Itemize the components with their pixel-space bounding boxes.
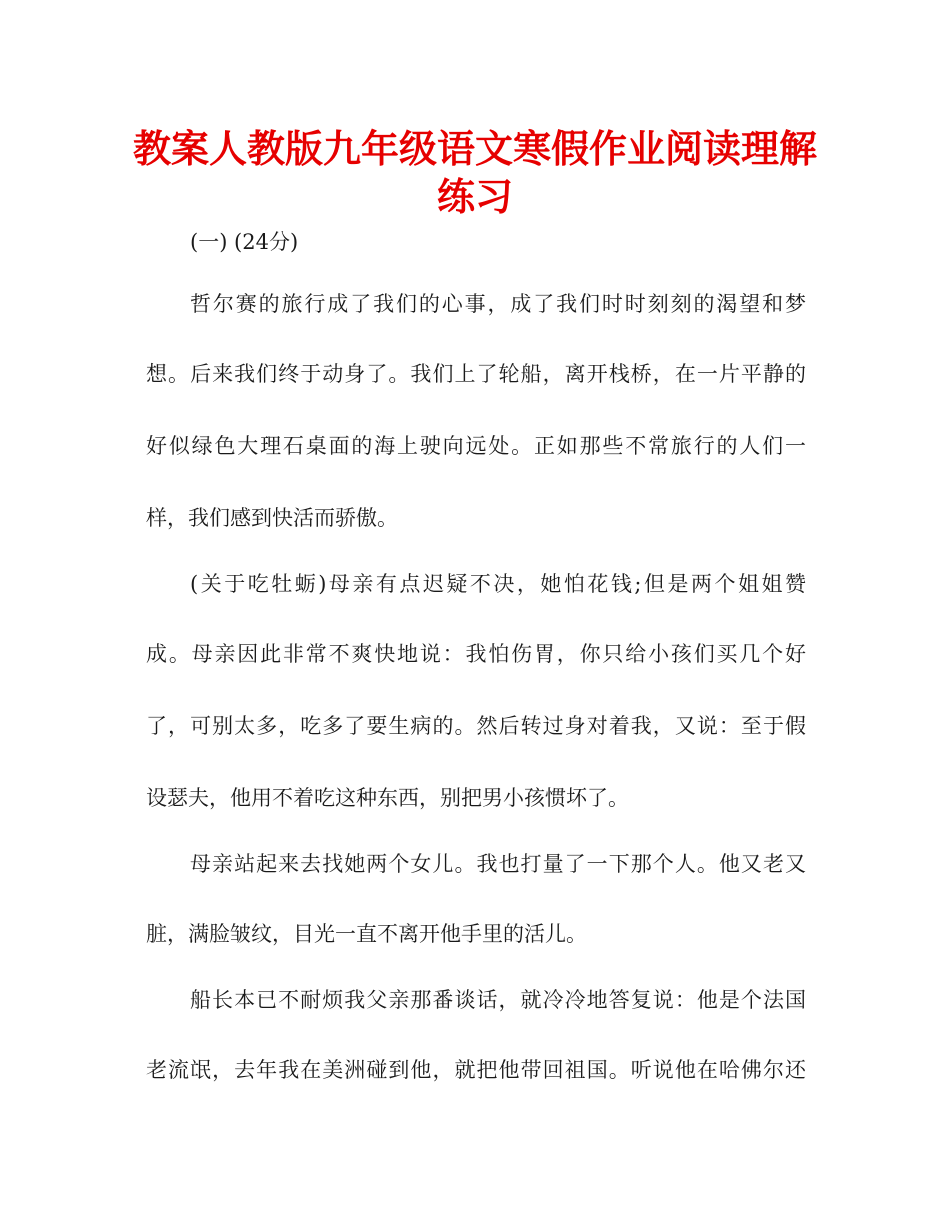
paragraph-line: (关于吃牡蛎)母亲有点迟疑不决，她怕花钱;但是两个姐姐赞: [190, 572, 806, 596]
paragraph-line: 船长本已不耐烦我父亲那番谈话，就冷冷地答复说：他是个法国: [190, 988, 806, 1012]
paragraph-line: 成。母亲因此非常不爽快地说：我怕伤胃，你只给小孩们买几个好: [146, 642, 806, 666]
paragraph-line: 老流氓，去年我在美洲碰到他，就把他带回祖国。听说他在哈佛尔还: [146, 1058, 806, 1082]
paragraph-line: 脏，满脸皱纹，目光一直不离开他手里的活儿。: [146, 922, 587, 946]
document-title-line-1: 教案人教版九年级语文寒假作业阅读理解: [132, 127, 817, 171]
paragraph-line: 哲尔赛的旅行成了我们的心事，成了我们时时刻刻的渴望和梦: [190, 292, 806, 316]
section-label: (一) (24分): [190, 230, 299, 254]
paragraph-line: 想。后来我们终于动身了。我们上了轮船，离开栈桥，在一片平静的: [146, 362, 806, 386]
paragraph-line: 设瑟夫，他用不着吃这种东西，别把男小孩惯坏了。: [146, 786, 629, 810]
document-title-line-2: 练习: [436, 175, 513, 219]
paragraph-line: 样，我们感到快活而骄傲。: [146, 506, 398, 530]
paragraph-line: 母亲站起来去找她两个女儿。我也打量了一下那个人。他又老又: [190, 852, 806, 876]
paragraph-line: 好似绿色大理石桌面的海上驶向远处。正如那些不常旅行的人们一: [146, 434, 806, 458]
paragraph-line: 了，可别太多，吃多了要生病的。然后转过身对着我，又说：至于假: [146, 714, 806, 738]
